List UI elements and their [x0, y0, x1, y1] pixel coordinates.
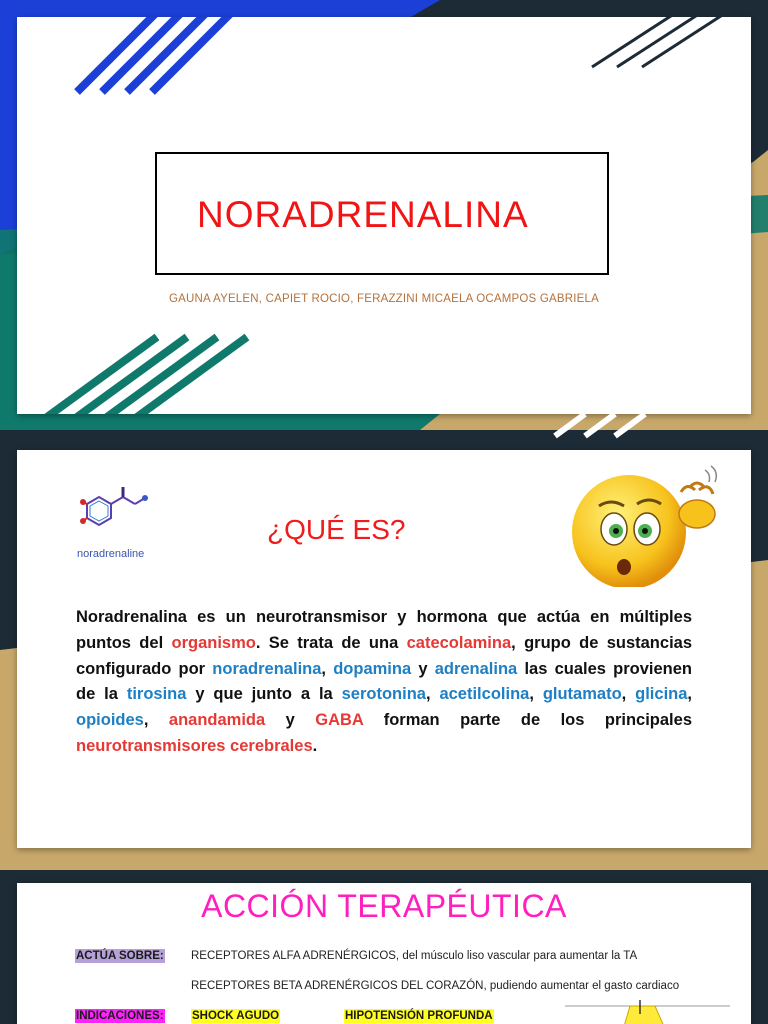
highlighted-term: acetilcolina [439, 685, 530, 704]
actua-line-alpha: RECEPTORES ALFA ADRENÉRGICOS, del músculo liso vascular para aumentar la TA [191, 950, 638, 962]
therapeutic-action-slide [17, 883, 751, 1024]
page-title: NORADRENALINA [197, 194, 529, 235]
paragraph-text: y que junto a la [186, 685, 342, 704]
indicacion-shock: SHOCK AGUDO [192, 1010, 280, 1022]
authors-line: GAUNA AYELEN, CAPIET ROCIO, FERAZZINI MICAELA OCAMPOS GABRIELA [169, 293, 599, 305]
actua-sobre-label: ACTÚA SOBRE: [76, 950, 164, 962]
highlighted-term: glutamato [542, 685, 622, 704]
highlighted-term: tirosina [126, 685, 187, 704]
paragraph-text: y [265, 711, 316, 730]
highlighted-term: opioides [76, 711, 144, 730]
paragraph-text: , [621, 685, 636, 704]
indicacion-hipotension: HIPOTENSIÓN PROFUNDA [345, 1010, 493, 1022]
paragraph-text: , [425, 685, 440, 704]
receptor-illustration [565, 1000, 735, 1024]
paragraph-text: forman parte de los principales [363, 711, 692, 730]
highlighted-term: serotonina [341, 685, 426, 704]
actua-line-beta: RECEPTORES BETA ADRENÉRGICOS DEL CORAZÓN, pudiendo aumentar el gasto cardiaco [191, 980, 680, 992]
highlighted-term: organismo [171, 633, 256, 652]
highlighted-term: anandamida [168, 711, 266, 730]
paragraph-text: . Se trata de una [255, 633, 407, 652]
section-heading: ¿QUÉ ES? [267, 514, 406, 545]
paragraph-text: . [312, 736, 318, 755]
paragraph-text: y [411, 659, 435, 678]
highlighted-term: adrenalina [434, 659, 518, 678]
highlighted-term: dopamina [333, 659, 412, 678]
highlighted-term: neurotransmisores cerebrales [76, 736, 313, 755]
divider-stripes [545, 412, 705, 442]
paragraph-text: Noradrenalina es un neurotransmisor y hormona que actúa en múltiples puntos del [76, 608, 692, 652]
confused-emoji-icon [569, 462, 721, 587]
paragraph-text: , [321, 659, 334, 678]
paragraph-text: , grupo de sustancias configurado por [76, 633, 693, 678]
highlighted-term: catecolamina [406, 633, 512, 652]
definition-slide [17, 450, 751, 848]
highlighted-term: noradrenalina [212, 659, 322, 678]
title-frame [155, 152, 609, 275]
slide-heading: ACCIÓN TERAPÉUTICA [201, 888, 567, 924]
paragraph-text: , [143, 711, 169, 730]
highlighted-term: GABA [315, 711, 364, 730]
noradrenaline-molecule-icon [77, 485, 167, 535]
definition-paragraph [76, 605, 692, 760]
paragraph-text: , [529, 685, 543, 704]
paragraph-text: las cuales provienen de la [76, 659, 692, 704]
indicaciones-label: INDICACIONES: [76, 1010, 164, 1022]
paragraph-text: , [687, 685, 692, 704]
highlighted-term: glicina [635, 685, 688, 704]
molecule-caption: noradrenaline [77, 548, 145, 560]
title-slide [17, 17, 751, 414]
